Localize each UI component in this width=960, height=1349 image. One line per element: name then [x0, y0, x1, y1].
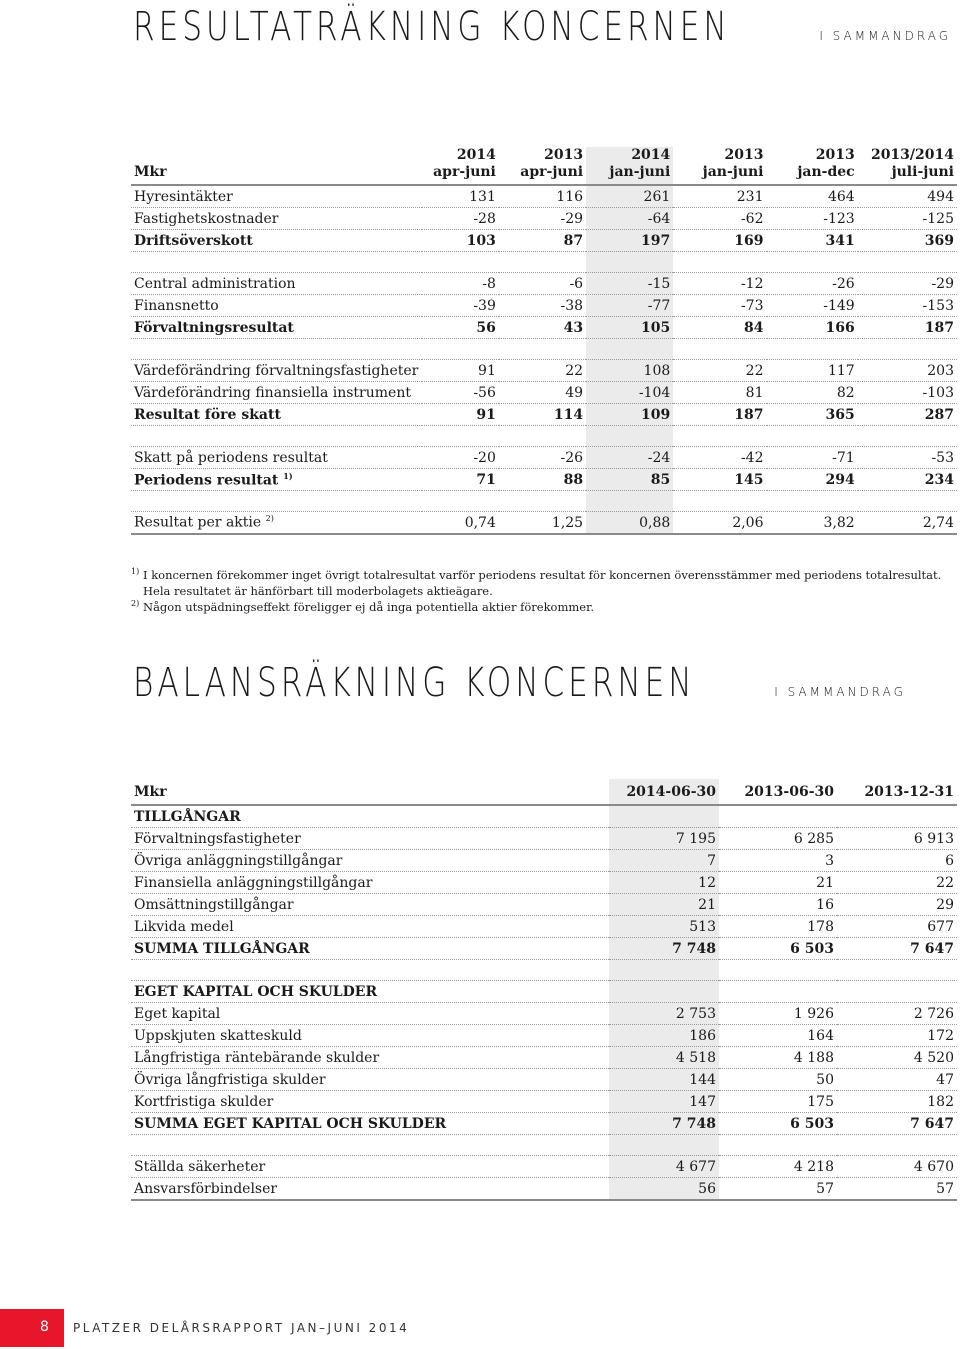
spacer-cell [767, 426, 858, 447]
table-row [131, 872, 957, 894]
row-value: 4 218 [719, 1156, 837, 1178]
row-label: SUMMA EGET KAPITAL OCH SKULDER [131, 1113, 609, 1135]
row-value: -28 [422, 208, 499, 230]
spacer-cell [131, 252, 422, 273]
row-value: 47 [837, 1069, 957, 1091]
spacer-cell [499, 339, 586, 360]
row-label: Långfristiga räntebärande skulder [131, 1047, 609, 1069]
page-footer [0, 1309, 960, 1347]
column-period: juli-juni [891, 164, 954, 180]
row-value: 231 [673, 185, 766, 208]
table-row [131, 1025, 957, 1047]
table-row [131, 850, 957, 872]
spacer-row [131, 426, 957, 447]
row-value [719, 981, 837, 1003]
row-label: EGET KAPITAL OCH SKULDER [131, 981, 609, 1003]
row-value: 57 [719, 1178, 837, 1201]
table-row [131, 1156, 957, 1178]
row-value: 6 913 [837, 828, 957, 850]
income-title-main: RESULTATRÄKNING KONCERNEN [133, 4, 731, 50]
row-value: 513 [609, 916, 719, 938]
row-value: 4 188 [719, 1047, 837, 1069]
footnote-line: Någon utspädningseffekt föreligger ej då inga potentiella aktier förekommer. [143, 600, 594, 614]
row-label: Ställda säkerheter [131, 1156, 609, 1178]
row-value: -123 [767, 208, 858, 230]
row-value: 4 518 [609, 1047, 719, 1069]
income-column-header [673, 147, 766, 185]
table-row [131, 360, 957, 382]
row-label [131, 469, 422, 491]
row-label-text: Värdeförändring förvaltningsfastigheter [134, 362, 419, 379]
row-value: -104 [586, 382, 673, 404]
spacer-cell [422, 491, 499, 512]
balance-unit-header: Mkr [131, 779, 609, 805]
column-period: apr-juni [520, 164, 584, 180]
row-value: 677 [837, 916, 957, 938]
spacer-cell [586, 491, 673, 512]
row-value: -20 [422, 447, 499, 469]
row-value: -12 [673, 273, 766, 295]
table-row [131, 938, 957, 960]
row-label [131, 404, 422, 426]
row-label [131, 273, 422, 295]
row-value: 2,74 [858, 512, 957, 535]
row-value: 117 [767, 360, 858, 382]
spacer-cell [609, 960, 719, 981]
spacer-cell [858, 339, 957, 360]
row-value: 43 [499, 317, 586, 339]
row-value: 261 [586, 185, 673, 208]
row-value: -6 [499, 273, 586, 295]
row-value: 103 [422, 230, 499, 252]
table-row [131, 382, 957, 404]
spacer-cell [131, 426, 422, 447]
row-value: 22 [499, 360, 586, 382]
table-row [131, 1113, 957, 1135]
row-value: 7 647 [837, 1113, 957, 1135]
row-value: -56 [422, 382, 499, 404]
row-label [131, 317, 422, 339]
table-row [131, 1069, 957, 1091]
row-value: 2 753 [609, 1003, 719, 1025]
row-label [131, 185, 422, 208]
page-number-box [0, 1309, 64, 1347]
table-row [131, 208, 957, 230]
row-value [837, 805, 957, 828]
balance-title-sub: I SAMMANDRAG [774, 685, 906, 699]
row-label: Eget kapital [131, 1003, 609, 1025]
table-row [131, 828, 957, 850]
row-value: -62 [673, 208, 766, 230]
spacer-cell [586, 339, 673, 360]
row-value: -42 [673, 447, 766, 469]
table-row [131, 469, 957, 491]
row-value: 175 [719, 1091, 837, 1113]
row-value: 4 520 [837, 1047, 957, 1069]
income-unit-header: Mkr [131, 147, 422, 185]
row-value: 369 [858, 230, 957, 252]
column-year: 2013 [544, 147, 584, 163]
row-value: 287 [858, 404, 957, 426]
income-column-header [422, 147, 499, 185]
spacer-cell [673, 339, 766, 360]
table-row [131, 981, 957, 1003]
row-value: 234 [858, 469, 957, 491]
row-value: 2,06 [673, 512, 766, 535]
row-value: 22 [837, 872, 957, 894]
column-period: apr-juni [433, 164, 496, 180]
spacer-row [131, 491, 957, 512]
footer-text: PLATZER DELÅRSRAPPORT JAN–JUNI 2014 [73, 1321, 410, 1335]
spacer-cell [858, 252, 957, 273]
row-value: 114 [499, 404, 586, 426]
row-value: 7 647 [837, 938, 957, 960]
row-value: -64 [586, 208, 673, 230]
row-value: 144 [609, 1069, 719, 1091]
row-value: 57 [837, 1178, 957, 1201]
row-value: 82 [767, 382, 858, 404]
row-value: 186 [609, 1025, 719, 1047]
spacer-cell [422, 426, 499, 447]
table-row [131, 916, 957, 938]
table-row [131, 447, 957, 469]
row-value: 131 [422, 185, 499, 208]
footnote-line: Hela resultatet är hänförbart till moderbolagets aktieägare. [143, 584, 493, 598]
spacer-cell [131, 491, 422, 512]
row-value: -8 [422, 273, 499, 295]
row-value: 91 [422, 404, 499, 426]
footnote-mark: 2) [131, 599, 140, 608]
row-label-text: Periodens resultat [134, 472, 279, 489]
row-value: 116 [499, 185, 586, 208]
spacer-cell [586, 426, 673, 447]
table-row [131, 273, 957, 295]
table-row [131, 894, 957, 916]
row-value: 464 [767, 185, 858, 208]
row-value [719, 805, 837, 828]
row-label-text: Resultat per aktie [134, 514, 262, 531]
row-value: 172 [837, 1025, 957, 1047]
column-year: 2013 [724, 147, 764, 163]
balance-table [131, 779, 957, 1201]
footnote [131, 567, 951, 599]
row-value: 56 [609, 1178, 719, 1201]
column-year: 2013/2014 [870, 147, 954, 163]
row-value: 108 [586, 360, 673, 382]
spacer-cell [499, 491, 586, 512]
table-row [131, 230, 957, 252]
row-label-text: Finansnetto [134, 297, 219, 314]
table-row [131, 1091, 957, 1113]
spacer-cell [767, 339, 858, 360]
spacer-row [131, 960, 957, 981]
spacer-cell [499, 252, 586, 273]
row-label: SUMMA TILLGÅNGAR [131, 938, 609, 960]
spacer-cell [609, 1135, 719, 1156]
row-value: 4 677 [609, 1156, 719, 1178]
row-value: -24 [586, 447, 673, 469]
row-value: 21 [609, 894, 719, 916]
spacer-cell [719, 960, 837, 981]
row-value [609, 981, 719, 1003]
row-value: 29 [837, 894, 957, 916]
spacer-cell [586, 252, 673, 273]
row-value: 494 [858, 185, 957, 208]
table-row [131, 295, 957, 317]
row-label [131, 382, 422, 404]
row-label [131, 295, 422, 317]
row-label-text: Hyresintäkter [134, 188, 233, 205]
row-value: 2 726 [837, 1003, 957, 1025]
row-value: 12 [609, 872, 719, 894]
row-label-text: Skatt på periodens resultat [134, 449, 328, 466]
row-label: Övriga långfristiga skulder [131, 1069, 609, 1091]
column-year: 2013 [815, 147, 855, 163]
spacer-cell [131, 339, 422, 360]
row-value: 81 [673, 382, 766, 404]
row-value: 91 [422, 360, 499, 382]
footnote-ref: 1) [283, 470, 293, 481]
row-value: 4 670 [837, 1156, 957, 1178]
row-value: -153 [858, 295, 957, 317]
row-value: -15 [586, 273, 673, 295]
income-table [131, 147, 957, 535]
table-row [131, 512, 957, 535]
row-label-text: Förvaltningsresultat [134, 319, 294, 336]
table-row [131, 185, 957, 208]
footnote-line: I koncernen förekommer inget övrigt totalresultat varför periodens resultat för koncernen överensstämmer med periodens totalresultat. [143, 568, 942, 582]
row-value: 0,74 [422, 512, 499, 535]
column-year: 2014 [456, 147, 496, 163]
row-value: 341 [767, 230, 858, 252]
row-label: Ansvarsförbindelser [131, 1178, 609, 1201]
spacer-cell [858, 426, 957, 447]
row-value: -39 [422, 295, 499, 317]
spacer-cell [858, 491, 957, 512]
row-value: -26 [767, 273, 858, 295]
row-value: 49 [499, 382, 586, 404]
row-value: 21 [719, 872, 837, 894]
row-value: 109 [586, 404, 673, 426]
column-period: jan-dec [797, 164, 855, 180]
footnote-mark: 1) [131, 567, 140, 576]
spacer-cell [673, 252, 766, 273]
footnotes [131, 567, 951, 615]
spacer-cell [767, 491, 858, 512]
balance-title [133, 660, 906, 706]
row-label: TILLGÅNGAR [131, 805, 609, 828]
row-value: -77 [586, 295, 673, 317]
row-label-text: Resultat före skatt [134, 406, 281, 423]
income-header-row [131, 147, 957, 185]
spacer-row [131, 252, 957, 273]
balance-column-header: 2013-06-30 [719, 779, 837, 805]
row-value: 7 195 [609, 828, 719, 850]
row-value: 71 [422, 469, 499, 491]
row-label: Kortfristiga skulder [131, 1091, 609, 1113]
row-value: 365 [767, 404, 858, 426]
spacer-cell [837, 1135, 957, 1156]
column-period: jan-juni [702, 164, 764, 180]
row-value: -73 [673, 295, 766, 317]
row-value: 178 [719, 916, 837, 938]
row-value: -38 [499, 295, 586, 317]
income-column-header [858, 147, 957, 185]
row-label-text: Driftsöverskott [134, 232, 253, 249]
row-value: -29 [858, 273, 957, 295]
row-value: 147 [609, 1091, 719, 1113]
column-year: 2014 [631, 147, 671, 163]
spacer-cell [719, 1135, 837, 1156]
balance-column-header: 2014-06-30 [609, 779, 719, 805]
spacer-row [131, 339, 957, 360]
balance-title-main: BALANSRÄKNING KONCERNEN [133, 660, 696, 706]
row-label [131, 208, 422, 230]
row-label: Finansiella anläggningstillgångar [131, 872, 609, 894]
row-value: 87 [499, 230, 586, 252]
row-value: 6 503 [719, 938, 837, 960]
row-label: Likvida medel [131, 916, 609, 938]
row-value: 187 [858, 317, 957, 339]
row-value: 3,82 [767, 512, 858, 535]
row-value: -71 [767, 447, 858, 469]
balance-column-header: 2013-12-31 [837, 779, 957, 805]
row-value: 166 [767, 317, 858, 339]
spacer-cell [422, 252, 499, 273]
row-value: 7 748 [609, 1113, 719, 1135]
spacer-cell [837, 960, 957, 981]
row-value: 7 748 [609, 938, 719, 960]
spacer-cell [673, 426, 766, 447]
row-value: 84 [673, 317, 766, 339]
income-column-header [499, 147, 586, 185]
row-value [609, 805, 719, 828]
row-value: 187 [673, 404, 766, 426]
row-value: 50 [719, 1069, 837, 1091]
row-value: 1,25 [499, 512, 586, 535]
row-value: -29 [499, 208, 586, 230]
row-value: -125 [858, 208, 957, 230]
row-label [131, 447, 422, 469]
table-row [131, 1003, 957, 1025]
row-value: 6 [837, 850, 957, 872]
row-value: -53 [858, 447, 957, 469]
spacer-cell [767, 252, 858, 273]
row-value: 1 926 [719, 1003, 837, 1025]
row-label [131, 230, 422, 252]
row-label-text: Central administration [134, 275, 296, 292]
table-row [131, 1047, 957, 1069]
table-row [131, 404, 957, 426]
row-value: 16 [719, 894, 837, 916]
row-value: 203 [858, 360, 957, 382]
row-label-text: Värdeförändring finansiella instrument [134, 384, 411, 401]
row-value: 294 [767, 469, 858, 491]
spacer-cell [499, 426, 586, 447]
row-value: -26 [499, 447, 586, 469]
table-row [131, 805, 957, 828]
row-value: 3 [719, 850, 837, 872]
row-label-text: Fastighetskostnader [134, 210, 279, 227]
row-value: -103 [858, 382, 957, 404]
row-value: 22 [673, 360, 766, 382]
row-label: Uppskjuten skatteskuld [131, 1025, 609, 1047]
row-value: 7 [609, 850, 719, 872]
row-value: 88 [499, 469, 586, 491]
row-value: 105 [586, 317, 673, 339]
income-title-sub: I SAMMANDRAG [819, 29, 951, 43]
row-value: 169 [673, 230, 766, 252]
income-title [133, 4, 951, 50]
income-column-header [767, 147, 858, 185]
spacer-cell [131, 1135, 609, 1156]
spacer-row [131, 1135, 957, 1156]
spacer-cell [131, 960, 609, 981]
column-period: jan-juni [609, 164, 671, 180]
spacer-cell [422, 339, 499, 360]
row-value: 164 [719, 1025, 837, 1047]
row-value: 6 285 [719, 828, 837, 850]
row-label: Förvaltningsfastigheter [131, 828, 609, 850]
spacer-cell [673, 491, 766, 512]
row-value: 56 [422, 317, 499, 339]
row-label [131, 360, 422, 382]
row-value: -149 [767, 295, 858, 317]
row-value [837, 981, 957, 1003]
footnote-ref: 2) [265, 514, 274, 524]
row-value: 145 [673, 469, 766, 491]
income-column-header [586, 147, 673, 185]
table-row [131, 1178, 957, 1201]
table-row [131, 317, 957, 339]
row-label: Omsättningstillgångar [131, 894, 609, 916]
row-value: 182 [837, 1091, 957, 1113]
footnote [131, 599, 951, 615]
row-value: 0,88 [586, 512, 673, 535]
row-label: Övriga anläggningstillgångar [131, 850, 609, 872]
row-value: 197 [586, 230, 673, 252]
balance-header-row [131, 779, 957, 805]
row-value: 6 503 [719, 1113, 837, 1135]
page-number: 8 [40, 1319, 49, 1335]
row-label [131, 512, 422, 535]
row-value: 85 [586, 469, 673, 491]
